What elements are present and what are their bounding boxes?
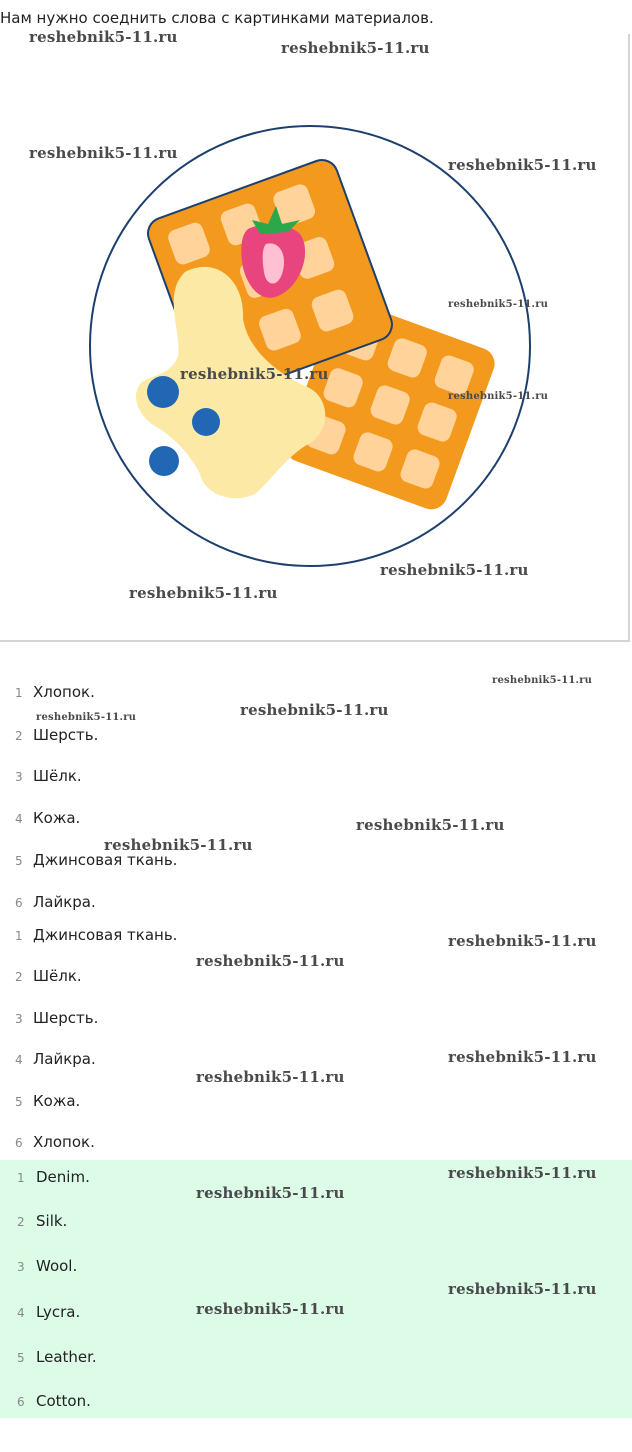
- item-number: 3: [17, 1260, 25, 1274]
- item-number: 4: [17, 1306, 25, 1320]
- item-text: Лайкра.: [33, 893, 96, 911]
- watermark: reshebnik5-11.ru: [129, 584, 278, 602]
- item-text: Лайкра.: [33, 1050, 96, 1068]
- item-number: 2: [15, 970, 23, 984]
- item-text: Denim.: [36, 1168, 90, 1186]
- item-number: 6: [15, 1136, 23, 1150]
- item-text: Шёлк.: [33, 967, 82, 985]
- watermark: reshebnik5-11.ru: [448, 1164, 597, 1182]
- item-number: 2: [15, 729, 23, 743]
- item-text: Джинсовая ткань.: [33, 851, 178, 869]
- watermark: reshebnik5-11.ru: [29, 144, 178, 162]
- item-number: 3: [15, 1012, 23, 1026]
- watermark: reshebnik5-11.ru: [240, 701, 389, 719]
- item-number: 1: [15, 929, 23, 943]
- item-text: Хлопок.: [33, 1133, 95, 1151]
- item-text: Хлопок.: [33, 683, 95, 701]
- item-text: Cotton.: [36, 1392, 91, 1410]
- watermark: reshebnik5-11.ru: [448, 156, 597, 174]
- item-text: Silk.: [36, 1212, 68, 1230]
- watermark: reshebnik5-11.ru: [104, 836, 253, 854]
- item-text: Lycra.: [36, 1303, 81, 1321]
- watermark: reshebnik5-11.ru: [36, 712, 137, 723]
- watermark: reshebnik5-11.ru: [196, 1184, 345, 1202]
- watermark: reshebnik5-11.ru: [448, 299, 549, 310]
- watermark: reshebnik5-11.ru: [29, 28, 178, 46]
- watermark: reshebnik5-11.ru: [196, 1300, 345, 1318]
- item-text: Шерсть.: [33, 726, 99, 744]
- item-number: 5: [15, 854, 23, 868]
- item-number: 2: [17, 1215, 25, 1229]
- item-number: 5: [17, 1351, 25, 1365]
- watermark: reshebnik5-11.ru: [196, 952, 345, 970]
- item-text: Leather.: [36, 1348, 97, 1366]
- watermark: reshebnik5-11.ru: [448, 1048, 597, 1066]
- watermark: reshebnik5-11.ru: [380, 561, 529, 579]
- watermark: reshebnik5-11.ru: [356, 816, 505, 834]
- item-number: 3: [15, 770, 23, 784]
- watermark: reshebnik5-11.ru: [448, 1280, 597, 1298]
- watermark: reshebnik5-11.ru: [281, 39, 430, 57]
- item-number: 4: [15, 812, 23, 826]
- item-text: Шерсть.: [33, 1009, 99, 1027]
- item-text: Кожа.: [33, 1092, 81, 1110]
- item-number: 1: [17, 1171, 25, 1185]
- watermark: reshebnik5-11.ru: [448, 391, 549, 402]
- item-text: Wool.: [36, 1257, 78, 1275]
- item-text: Джинсовая ткань.: [33, 926, 178, 944]
- watermark: reshebnik5-11.ru: [492, 675, 593, 686]
- item-text: Шёлк.: [33, 767, 82, 785]
- item-number: 6: [17, 1395, 25, 1409]
- page-title: Нам нужно соеднить слова с картинками материалов.: [0, 9, 434, 27]
- watermark: reshebnik5-11.ru: [448, 932, 597, 950]
- item-text: Кожа.: [33, 809, 81, 827]
- watermark: reshebnik5-11.ru: [180, 365, 329, 383]
- waffle-illustration: [0, 34, 630, 642]
- item-number: 5: [15, 1095, 23, 1109]
- watermark: reshebnik5-11.ru: [196, 1068, 345, 1086]
- item-number: 6: [15, 896, 23, 910]
- item-number: 1: [15, 686, 23, 700]
- image-frame: [0, 34, 630, 642]
- item-number: 4: [15, 1053, 23, 1067]
